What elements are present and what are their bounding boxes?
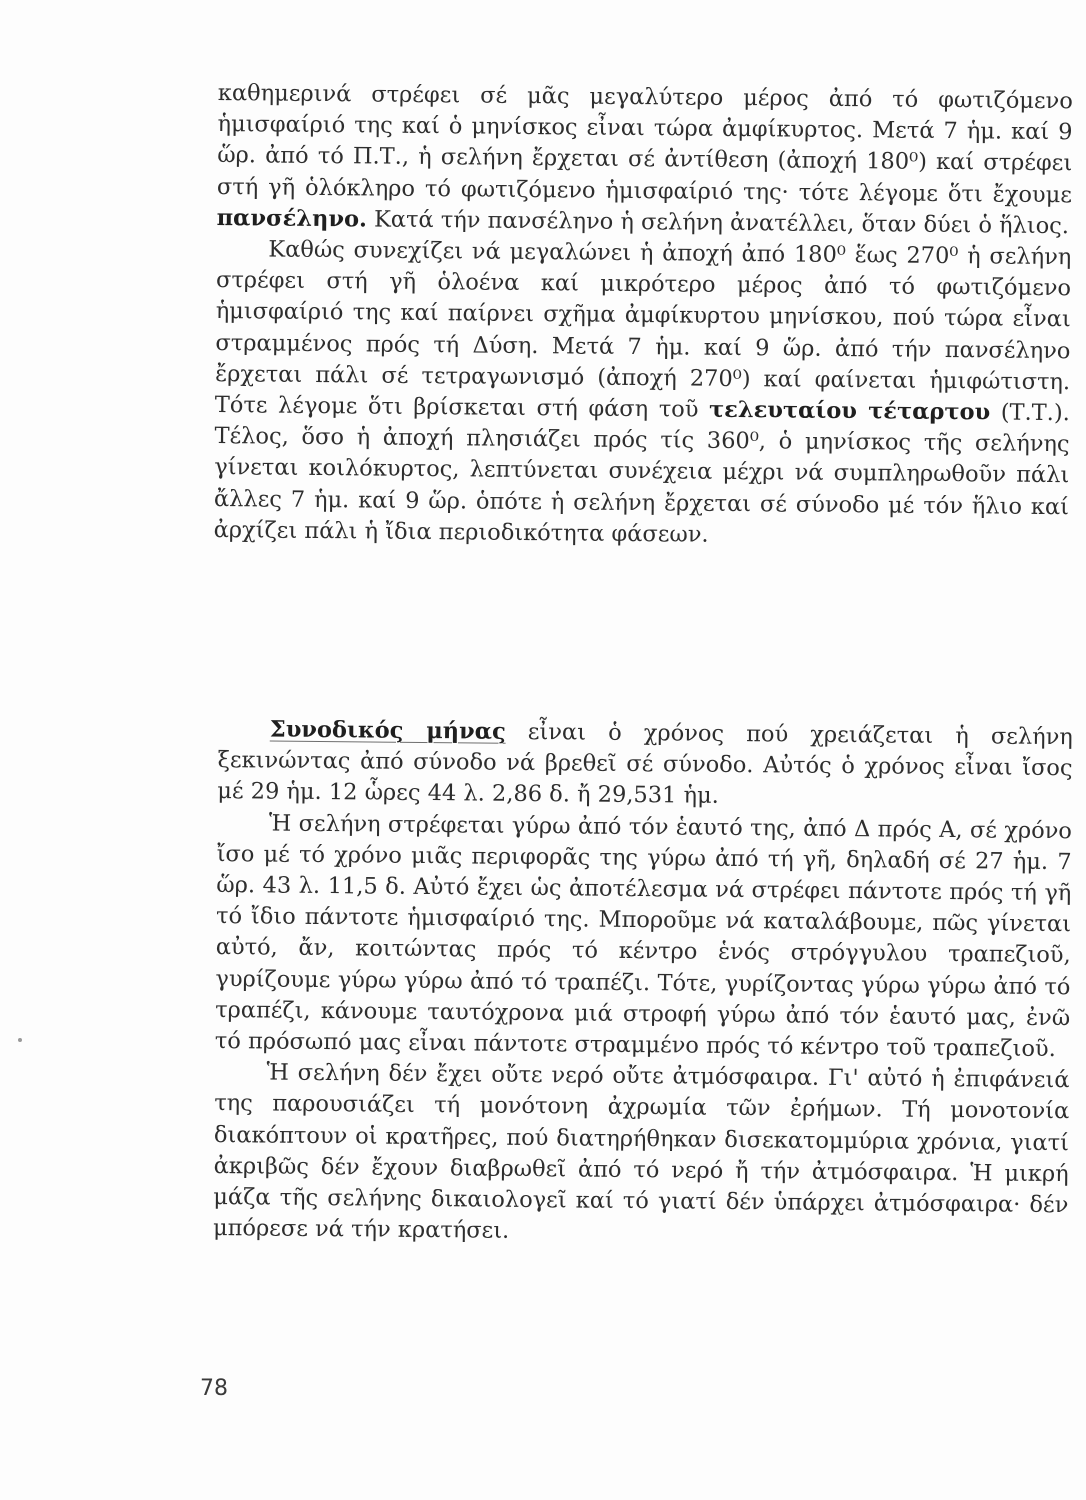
paragraph-rotation: Ἡ σελήνη στρέφεται γύρω ἀπό τόν ἑαυτό της, ἀπό Δ πρός Α, σέ χρόνο ἴσο μέ τό χρόνο μιᾶς περιφορᾶς της γύρω ἀπό τή γῆ, δηλαδή σέ 27 ἡμ. 7 ὥρ. 43 λ. 11,5 δ. Αὐτό ἔχει ὡς ἀποτέλεσμα νά στρέφει πάντοτε πρός τή γῆ τό ἴδιο πάντοτε ἡμισφαίριό της. Μποροῦμε νά καταλάβουμε, πῶς γίνεται αὐτό, ἄν, κοιτώντας πρός τό κέντρο ἑνός στρόγγυλου τραπεζιοῦ, γυρίζουμε γύρω γύρω ἀπό τό τραπέζι. Τότε, γυρίζοντας γύρω γύρω ἀπό τό τραπέζι, κάνουμε ταυτόχρονα μιά στροφή γύρω ἀπό τόν ἑαυτό μας, ἐνῶ τό πρόσωπό μας εἶναι πάντοτε στραμμένο πρός τό κέντρο τοῦ τραπεζιοῦ. [214, 810, 1073, 1063]
paragraph-last-quarter [214, 234, 1072, 554]
page-number: 78 [200, 1376, 228, 1401]
term-last-quarter: τελευταίου τέταρτου [708, 396, 991, 426]
scan-speck [18, 1038, 22, 1042]
paragraph-text: εἶναι ὁ χρόνος πού χρειάζεται ἡ σελήνη ξεκινώντας ἀπό σύνοδο νά βρεθεῖ σέ σύνοδο. Αὐτός ὁ χρόνος εἶναι ἴσος μέ 29 ἡμ. 12 ὧρες 44 λ. 2,86 δ. ἤ 29,531 ἡμ. [217, 718, 1073, 810]
term-synodic-month: Συνοδικός μήνας [269, 716, 506, 745]
paragraph-text: καθημερινά στρέφει σέ μᾶς μεγαλύτερο μέρος ἀπό τό φωτιζόμενο ἡμισφαίριό της καί ὁ μηνίσκος εἶναι τώρα ἀμφίκυρτος. Μετά 7 ἡμ. καί 9 ὥρ. ἀπό τό Π.Τ., ἡ σελήνη ἔρχεται σέ ἀντίθεση (ἀποχή 180⁰) καί στρέφει στή γῆ ὁλόκληρο τό φωτιζόμενο ἡμισφαίριό της· τότε λέγομε ὅτι ἔχουμε [216, 79, 1073, 208]
paragraph-text-end: (Τ.Τ.). Τέλος, ὅσο ἡ ἀποχή πλησιάζει πρός τίς 360⁰, ὁ μηνίσκος τῆς σελήνης γίνεται κοιλόκυρτος, λεπτύνεται συνέχεια μέχρι νά συμπληρωθοῦν πάλι ἄλλες 7 ἡμ. καί 9 ὥρ. ὁπότε ἡ σελήνη ἔρχεται σέ σύνοδο μέ τόν ἥλιο καί ἀρχίζει πάλι ἡ ἴδια περιοδικότητα φάσεων. [213, 399, 1070, 548]
text-block-top [214, 78, 1073, 554]
paragraph-text: Καθώς συνεχίζει νά μεγαλώνει ἡ ἀποχή ἀπό 180⁰ ἕως 270⁰ ἡ σελήνη στρέφει στή γῆ ὁλοένα καί μικρότερο μέρος ἀπό τό φωτιζόμενο ἡμισφαίριό της καί παίρνει σχῆμα ἀμφίκυρτου μηνίσκου, πού τώρα εἶναι στραμμένος πρός τή Δύση. Μετά 7 ἡμ. καί 9 ὥρ. ἀπό τήν πανσέληνο ἔρχεται πάλι σέ τετραγωνισμό (ἀποχή 270⁰) καί φαίνεται ἡμιφώτιστη. Τότε λέγομε ὅτι βρίσκεται στή φάση τοῦ [214, 236, 1072, 423]
text-block-bottom [213, 714, 1073, 1253]
paragraph-atmosphere: Ἡ σελήνη δέν ἔχει οὔτε νερό οὔτε ἀτμόσφαιρα. Γι' αὐτό ἡ ἐπιφάνειά της παρουσιάζει τή μονότονη ἀχρωμία τῶν ἐρήμων. Τή μονοτονία διακόπτουν οἱ κρατῆρες, πού διατηρήθηκαν δισεκατομμύρια χρόνια, γιατί ἀκριβῶς δέν ἔχουν διαβρωθεῖ ἀπό τό νερό ἤ τήν ἀτμόσφαιρα. Ἡ μικρή μάζα τῆς σελήνης δικαιολογεῖ καί τό γιατί δέν ὑπάρχει ἀτμόσφαιρα· δέν μπόρεσε νά τήν κρατήσει. [212, 1059, 1070, 1245]
term-full-moon: πανσέληνο. [216, 204, 368, 233]
paragraph-full-moon [217, 78, 1073, 242]
paragraph-synodic-month [217, 714, 1073, 816]
paragraph-text-end: Κατά τήν πανσέληνο ἡ σελήνη ἀνατέλλει, ὅταν δύει ὁ ἥλιος. [366, 206, 1070, 239]
